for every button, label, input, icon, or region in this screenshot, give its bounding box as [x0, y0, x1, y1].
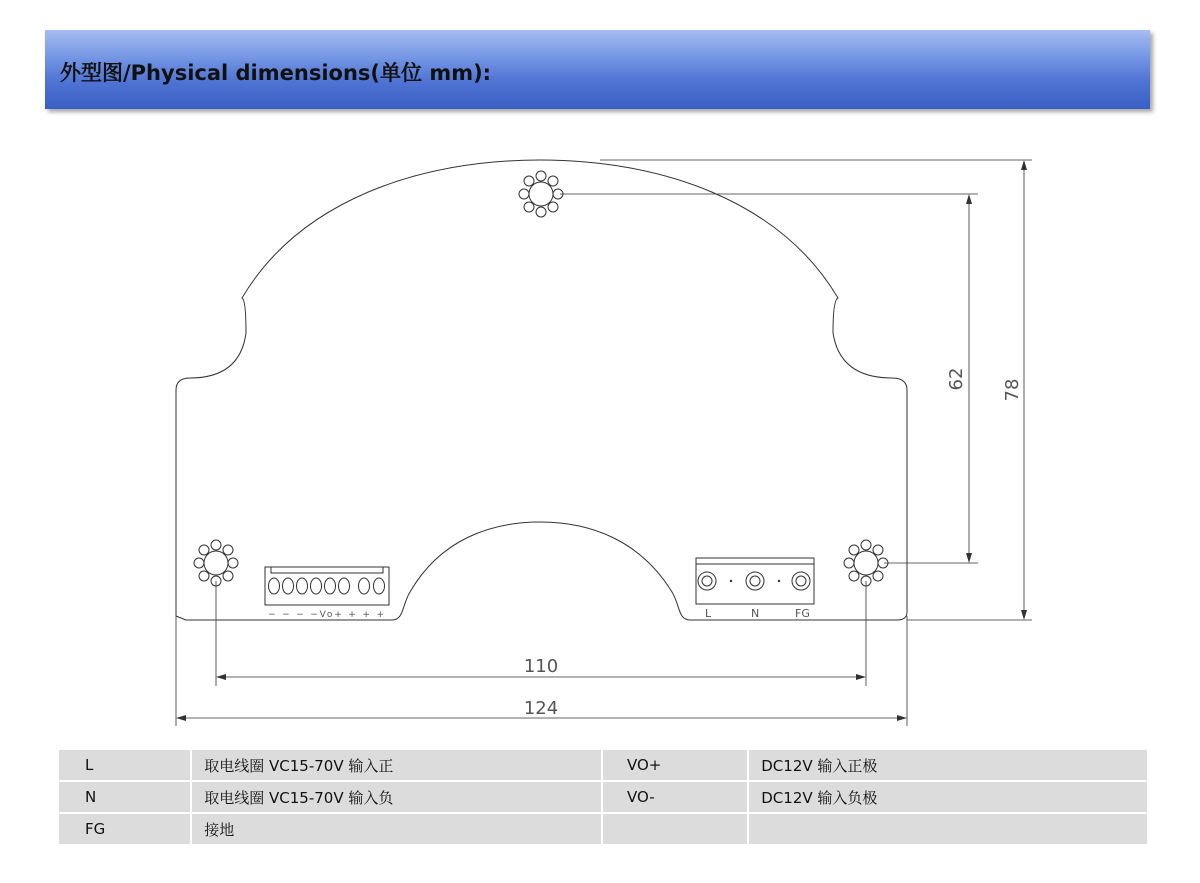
arrow-head [1021, 610, 1027, 620]
terminal-label-n: N [751, 607, 760, 620]
dimension-label-124: 124 [523, 698, 559, 719]
pin-description: 取电线圈 VC15-70V 输入正 [192, 750, 603, 782]
terminal-dot [778, 580, 780, 582]
pin-name [603, 814, 749, 846]
table-row [59, 814, 1147, 846]
pin-description: DC12V 输入负极 [749, 782, 1147, 814]
arrow-head [856, 674, 866, 680]
terminal-dot [730, 580, 732, 582]
board-outline [176, 160, 907, 620]
dimension-label-110: 110 [523, 656, 559, 677]
dimension-label-62: 62 [946, 367, 967, 391]
table-row [59, 782, 1147, 814]
pin-name: VO+ [603, 750, 749, 782]
pin-definition-table [59, 750, 1147, 846]
dimension-label-78: 78 [1002, 378, 1023, 402]
mounting-hole-left [194, 540, 238, 586]
section-title: 外型图/Physical dimensions(单位 mm): [60, 61, 492, 85]
pin-name: N [59, 782, 192, 814]
pin-name: VO- [603, 782, 749, 814]
mounting-hole-top [519, 171, 563, 217]
arrow-head [216, 674, 226, 680]
power-terminal-block [696, 558, 814, 604]
arrow-head [966, 194, 972, 204]
pin-description: 接地 [192, 814, 603, 846]
pin-description: DC12V 输入正极 [749, 750, 1147, 782]
pin-description: 取电线圈 VC15-70V 输入负 [192, 782, 603, 814]
arrow-head [1021, 160, 1027, 170]
terminal-label-fg: FG [795, 607, 810, 620]
pin-description [749, 814, 1147, 846]
table-row [59, 750, 1147, 782]
pin-name: FG [59, 814, 192, 846]
mounting-hole-right [844, 540, 888, 586]
pin-name: L [59, 750, 192, 782]
arrow-head [897, 715, 907, 721]
arrow-head [176, 715, 186, 721]
terminal-label-l: L [705, 607, 712, 620]
arrow-head [966, 553, 972, 563]
output-connector-label: − − − −Vo+ + + + [268, 610, 384, 620]
output-connector [265, 567, 389, 605]
